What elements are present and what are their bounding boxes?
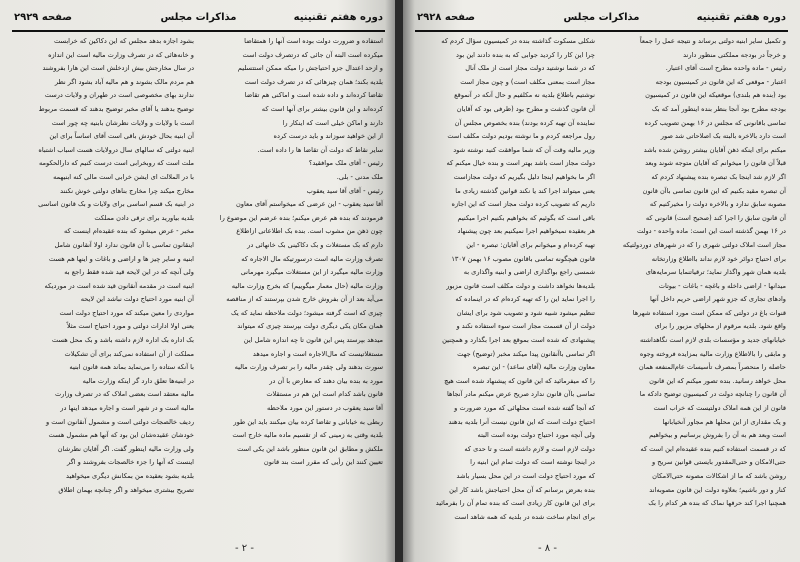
text-line: نوشتیم باطلاع بلدیه نه مکلفیم و حال آنکه در آنموقع (454, 91, 595, 100)
text-line: یعنی اولا ادارات دولتی و مورد احتیاج است مثلاً (66, 322, 194, 331)
text-line: قانون هیچگونه تماسی باقانون مصوب ۱۶ بهمن ۱۳۰۷ (451, 254, 595, 263)
text-line: مورد به بنده بیان دهند که معارض با آن در (269, 376, 383, 385)
text-line: با آنکه ستاده را می‌نماید بماند همه قانون ابنیه (69, 363, 194, 372)
right-page (403, 0, 800, 562)
text-line: تصرف وزارت مالیه است درسورتیکه مال الاجاره که (241, 254, 383, 263)
text-line: بلدیه بیاورید برای ترقی دادن مملکت (94, 213, 194, 222)
text-line: مملکت از آن استفاده نمی‌کند برای آن تشکیلات (64, 349, 194, 358)
text-line: برای انجام ساخت شده در بلدیه که همه شاهد است (454, 512, 595, 521)
text-line: را که میفرمائید که این قانون که پیشنهاد شده است هیچ (444, 376, 595, 385)
text-line: و یک مقداری از این محلها هم مجاور آنخیابانها (662, 417, 786, 426)
text-line: است با ولایات و ولایات نظرشان بابنیه چه چور است (51, 118, 194, 127)
text-line: است وبعد هم به آن را بفروش برسانیم و بیخواهیم (649, 431, 786, 440)
text-line: و ازحد اعتدال جزو احتیاجش را میکه ممکن استتسلیم (237, 64, 383, 73)
text-line: بلدیه وقتی به زمینی که از تقسیم ماده مالیه خارج است (232, 431, 383, 440)
text-line: آن ابنیه بحال خودش باقی است آقای اساساً برای این (49, 132, 194, 141)
text-line: در ابنیه بک قسم اساسی برای ولایات و بک قانون اساسی (38, 200, 194, 209)
text-line: حتی‌الامکان و حتی‌المقدور بایستی قوانین سریح و (651, 458, 786, 467)
text-line: با در الملالت ای ایشن خرابی است مالی کنه ابنیهمه (53, 172, 194, 181)
text-line: آن قانون سابق را اجرا کند (صحیح است) قانونی که (645, 213, 786, 222)
session-label: دوره هفتم تقنينيه (293, 12, 383, 23)
text-line: برای این قانون کار زیادی است که بنده تمام آن را بفرمائید (435, 499, 595, 508)
text-column-left (417, 35, 595, 524)
text-line: ابنیه و سایر چیز ها و اراضی و باغات و اینها هم هست (48, 254, 194, 263)
page-header (14, 12, 383, 28)
text-line: و مابقی را بالاطلاع وزارت مالیه بمزایده فروخته وجوه (639, 349, 786, 358)
text-line: رئیس - آقای آقا سید یعقوب (306, 186, 383, 195)
text-line: بلدیه بشود بعقیده من بمکانش دیگری میخواهید (66, 472, 194, 480)
text-line: پیشنهادی که شده است بموقع بعد اجرا بگذارد و همچنین (442, 336, 595, 345)
text-line: که آنجا گفته شده است محلهائی که مورد ضرورت و (454, 404, 595, 413)
text-line: هم مردم مالک بشوند و هم مالیه آباد بشود اگر نظر (54, 77, 194, 86)
text-line: شکلی مسکوت گذاشته بنده در کمیسیون سؤال کردم که (441, 37, 595, 45)
text-line: توضیح بدهند یا آقای مخبر توضیح بدهند که قسمت مربوط (38, 104, 194, 113)
text-line: مصوبه سابق ندارد و بالاخره دولت را مخیرکنیم که (649, 200, 786, 209)
text-line: بلدیه بکند؛ همان چیزهائی که در تصرف دولت است (244, 77, 383, 86)
header-rule (12, 30, 385, 32)
text-line: فرمودند که بنده هم عرض میکنم؛ بنده عرضم این موضوع را (219, 213, 383, 222)
text-line: در ۱۶ بهمن گذشته است این است: ماده واحده - دولت (636, 227, 786, 236)
text-line: سایر نقاط که دولت آن تقاضا ها را داده است. (257, 145, 383, 154)
text-line: تنظیم میشود شبیه شود و تصویب شود برای ایشان (456, 308, 595, 317)
text-line: احتیاج دولت است که این قانون نیست آنرا بلدیه بدهند (448, 417, 595, 426)
text-line: وادهای تجاری که جزو شهر اراضی حریم داخل آنها (649, 295, 786, 304)
text-line: دارند و اماکن خیلی است که اینکار را (282, 118, 383, 127)
text-line: برای احتیاج دوائر خود لازم نداند بااطلاع وزارتخانه (651, 254, 786, 263)
text-line: اینقانون تماسی با آن قانون ندارد اولا آنقانون شامل (54, 240, 194, 249)
text-line: اگر ما بخواهیم اینجا دلیل بگیریم که دولت مجازاست (453, 172, 595, 181)
text-line: آقا سید یعقوب در دستور این مورد ملاحظه (267, 404, 383, 413)
text-column-right (608, 35, 786, 511)
text-line: رئیس - آقای ملک موافقید؟ (308, 159, 383, 168)
text-line: ولی آنچه که در این لایحه قید شده فقط راجع به (64, 268, 194, 277)
text-line: قانون باشد کدام است این هم در مستقلات (266, 390, 383, 399)
text-line: آن ابنیه مورد احتیاج دولت نباشد این لایحه (80, 295, 194, 304)
text-line: چرا این کار را کردید جوابی که به بنده دادند این بود (456, 50, 595, 59)
text-line: آن قانون را چنانچه دولت در کمیسیون توضیح دادکه ما (639, 390, 786, 399)
page-footer: - ۲ - (235, 543, 254, 554)
text-line: ملت است که روبخرابی است درست کنیم که دارالحکومه (38, 159, 194, 168)
text-line: آقا سید یعقوب - این عرضی که میخواستم آقای معاون (235, 200, 383, 209)
text-line: سورت بدهند ولی چقدر مالیه را بر تصرف وزارت مالیه (234, 363, 383, 372)
text-line: اینست که آنها را جزء خالصجات بفروشند و اگر (66, 458, 194, 467)
text-line: بنده بعرض برسانم که آن محل احتیاجش باشد کار این (449, 485, 595, 494)
text-line: خیابانهای جدید و مؤسسات بلدی لازم است نگاهداشته (639, 336, 786, 345)
text-line: تماسی باقانونی که مجلس در ۱۶ بهمن تصویب کرده (644, 118, 786, 127)
text-line: آن تبصره مقید بکنیم که این قانون تماسی باآن قانون (642, 186, 786, 195)
text-line: ردیف خالصجات دولتی است و مشمول آنقانون است و (46, 417, 194, 426)
text-line: مجاز است املاک دولتی شهری را که در شهرهای دوردولتیکه (622, 240, 786, 249)
text-line: که در قسمت استفاده کنیم بنده عقیده‌ام این است که (640, 444, 786, 453)
text-line: معاون وزارت مالیه (آقای ساعد) - این تبصره (472, 363, 595, 372)
text-line: مخبر - عرض میشود که بنده عقیده‌ام اینست که (63, 227, 194, 236)
text-line: تعیین کنند این رأیی که مقرر است بند قانون (263, 458, 383, 467)
text-line: دولت مجاز است باشد بهتر است و بنده خیال میکنم که (446, 159, 595, 168)
text-line: اعتبار - موقعی که این قانون در کمیسیون بودجه (655, 77, 786, 86)
text-line: میکنم برای اینکه ذهن آقایان بیشتر روشن شده باشد (643, 145, 786, 154)
text-line: است دارد بالاخره بالبته بک اصلاحاتی شد صور (660, 132, 786, 141)
text-line: رول مراجعه کردم و ما نوشته بودیم دولت مکلف است (447, 132, 595, 141)
text-line: وزارت مالیه (حال معمار میگوییم) که بخرج وزارت مالیه (231, 281, 383, 290)
text-line: کنار و دور باشیم؛ بعلاوه دولت این قانون مصوبه‌اند (649, 485, 786, 494)
page-footer: - ۸ - (538, 543, 557, 554)
text-line: بشود اجازه بدهد مجلس که این دکاکین که خرابست (53, 37, 194, 45)
text-line: هر بعقیده نمیخواهیم اجرا نمیکنیم بعد چون پیشنهاد (457, 227, 595, 236)
text-line: بلدیه‌ها نخواهد داشت و دولت مکلف است قانون مزبور (446, 281, 595, 290)
text-line: دولت از آن قسمت مجاز است سوء استفاده نکند و (456, 322, 595, 331)
text-line: حاصله را منحصراً بمصرف تأسیسات عام‌المنفعه همان (638, 363, 786, 372)
text-line: قانون از این همه املاک دولتیست که خراب است (653, 404, 786, 413)
text-line: روشن باشد که ما از اشکالات مصونه حتی‌الامکان (652, 472, 786, 480)
text-line: داریم که تصویب کرده دولت مجاز است که این اجازه (451, 200, 595, 209)
text-line: نماینده آن تهیه کرده بودند) بنده بخصوص مجلس آن (454, 118, 595, 127)
text-column-right (205, 35, 383, 470)
text-line: از این خواهید سوزاند و باید درست کرده (273, 132, 383, 141)
text-line: قبلاً آن قانون را میخوانم که آقایان متوجه شوند وبعد (645, 159, 786, 168)
text-line: که در شما نوشتید دولت مجاز است از ملک آنال (465, 64, 595, 73)
text-line: و خرجاً در بودجه مملکتی منظور دارند (683, 50, 786, 59)
text-line: اگر لازم شد اینجا بک تبصره بنده پیشنهاد کردم که (651, 172, 786, 181)
page-number: صفحه ۲۹۲۹ (14, 12, 73, 23)
header-title: مذاکرات مجلس (563, 12, 640, 23)
text-line: ولی آنچه مورد احتیاج دولت بوده است البته (477, 431, 595, 440)
text-line: ابنیه دولتی که سالهای سال درولایات هست اسباب اشتباه (38, 145, 194, 154)
text-line: میدانها - اراضی داخله و باغچه - باغات - بیوتات (658, 281, 786, 290)
text-line: کرده‌اند و این قانون بیشتر برای آنها است که (261, 104, 383, 113)
text-line: تماسی باآن قانون ندارد صریح عرض میکنم مادر آنجاها (447, 390, 595, 399)
header-rule (415, 30, 788, 32)
text-line: استفاده و ضرورت دولت بوده است آنها را همتقاضا (244, 37, 383, 45)
text-line: تهیه کرده‌ام و میخوانم برای آقایان: تبصره - این (466, 240, 595, 249)
text-line: ابنیه است در مقدمه آنقانون قید شده است در موردیکه (44, 281, 194, 290)
text-column-left (16, 35, 194, 497)
text-line: ملک مدنی - بلی. (336, 172, 383, 181)
text-line: تصریح بیشتری میخواهد و اگر چنانچه بهمان اطلاق (58, 485, 194, 494)
header-title: مذاکرات مجلس (160, 12, 237, 23)
text-line: محل خواهد رسانید. بنده تصور میکنم که این قانون (649, 376, 786, 385)
text-line: مستغلاتیست که مال‌الاجاره است و اجاره میدهد (252, 349, 383, 358)
text-line: و خانه‌هائی که در تصرف وزارت مالیه است این اندازه (48, 50, 194, 59)
text-line: میدهد بپرستد پس این قانون تا چه اندازه شامل این (243, 336, 383, 345)
text-line: دولت لازم است و لازم داشته است و تا حدی که (464, 444, 595, 453)
text-line: میکرده است البته آن جائی که درتصرف دولت است (242, 50, 383, 59)
page-number: صفحه ۲۹۲۸ (417, 12, 476, 23)
text-line: مخارج میکند چرا مخارج بناهای دولتی خوش نکنند (60, 186, 194, 195)
text-line: بود (بنده هم بلندی) موقعیکه این قانون در کمیسیون (645, 91, 786, 100)
text-line: بودجه مطرح بود آنجا بنظر بنده اینطور آمد که بک (651, 104, 786, 113)
text-line: ربطی به خیابانی و تقاضا کرده بیان میکنند باید این طور (233, 417, 383, 426)
session-label: دوره هفتم تقنینیه (696, 12, 786, 23)
text-line: بلدیه همان شهر واگذار نماید؛ ترقیاتنمایا سرمایه‌های (645, 268, 786, 277)
text-line: مواردی را معین میکند که مورد احتیاج دولت است (59, 308, 194, 317)
text-line: اگر تماسی باآنقانون پیدا میکند مخبر (توضیح) جهت (457, 349, 595, 358)
text-line: در اینجا نوشته است که دولت تمام این ابنیه را (470, 458, 595, 467)
text-line: وزیر مالیه وقت آن که شما موافقت کنید نوشته شود (453, 145, 595, 154)
text-line: بک اداره بک اداره لازم داشته باشد و بک محل هست (51, 336, 194, 345)
text-line: تقاضا کرده‌اند و داده شده است و اماکنی هم تقاضا (244, 91, 383, 100)
text-line: را اجرا نماید این را که تهیه کرده‌ام که در اینماده که (455, 295, 595, 304)
text-line: یعنی میتواند اجرا کند یا نکند قوانین گذشته زیادی ما (455, 186, 595, 195)
text-line: ولی وزارت مالیه اینطور گفت. اگر آقایان نظرشان (57, 444, 194, 453)
text-line: مالیه معتقد است بعضی املاک که در تصرف وزارت (54, 390, 194, 399)
text-line: مجاز است بمعنی مکلف است) و چون مجاز است (460, 77, 595, 86)
text-line: ندارند بهای مخصوصی است در طهران و ولایات درست (44, 91, 194, 100)
text-line: خودشان عقیده‌شان این بود که آنها هم مشمول هست (48, 431, 194, 440)
text-line: وزارت مالیه میگیرد از این مستغلات میگیرد مهرمانی (240, 268, 383, 277)
text-line: می‌آید بعد از آن بفروش خارج شدن بپرستند که از مناقصه (226, 295, 383, 304)
text-line: آن قانون گذشت و مطرح بود (ظرفی بود که آقایان (456, 104, 595, 113)
page-header (417, 12, 786, 28)
text-line: در ابنیه‌ها تعلق دارد گر اینکه وزارت مالیه (82, 376, 194, 385)
text-line: ملکش و مطابق این قانون منظور باشد این یکی است (237, 444, 383, 453)
text-line: چون ذهن من مشوب است. بنده بک اطلاعاتی ازاطلاع (236, 227, 383, 236)
text-line: چیزی که است گرفته میشود؛ دولت ملاحظه نماید که یک (231, 308, 383, 317)
text-line: رئیس - ماده واحده مطرح است آقای اعتبار. (665, 64, 786, 73)
text-line: شمسی راجع بواگذاری اراضی و ابنیه واگذاری به (463, 268, 595, 277)
text-line: دارم که بک مستغلات و بک دکاکینی بک خانهائی در (247, 240, 383, 249)
text-line: قنوات باغ در دولتی که ممکن است مورد استفاده شهرها (632, 308, 786, 317)
text-line: و تکمیل سایر ابنیه دولتی برساند و نتیجه عمل را جمعاً (639, 37, 786, 45)
left-page (0, 0, 397, 562)
text-line: همان مکان یکی دیگری دولت بپرستد چیزی که میتواند (237, 322, 383, 331)
text-line: واقع شود. بلدیه مرقوم از محلهای مزبور را برای (654, 322, 786, 331)
text-line: در سال مخارجش بیش ازدخلش است این هارا بفروشند (42, 64, 194, 73)
text-line: باقی است که بگوئیم که بخواهیم بکنیم اجرا میکنیم (457, 213, 595, 222)
text-line: همچنیا اجرا کند حرفها نماک که بنده هر کدام را بک (648, 499, 786, 508)
text-line: که مورد احتیاج دولت است در این محل بسیار باشد (456, 472, 595, 480)
text-line: مالیه است و در شهر است و اجاره میدهد اینها در (60, 404, 194, 413)
